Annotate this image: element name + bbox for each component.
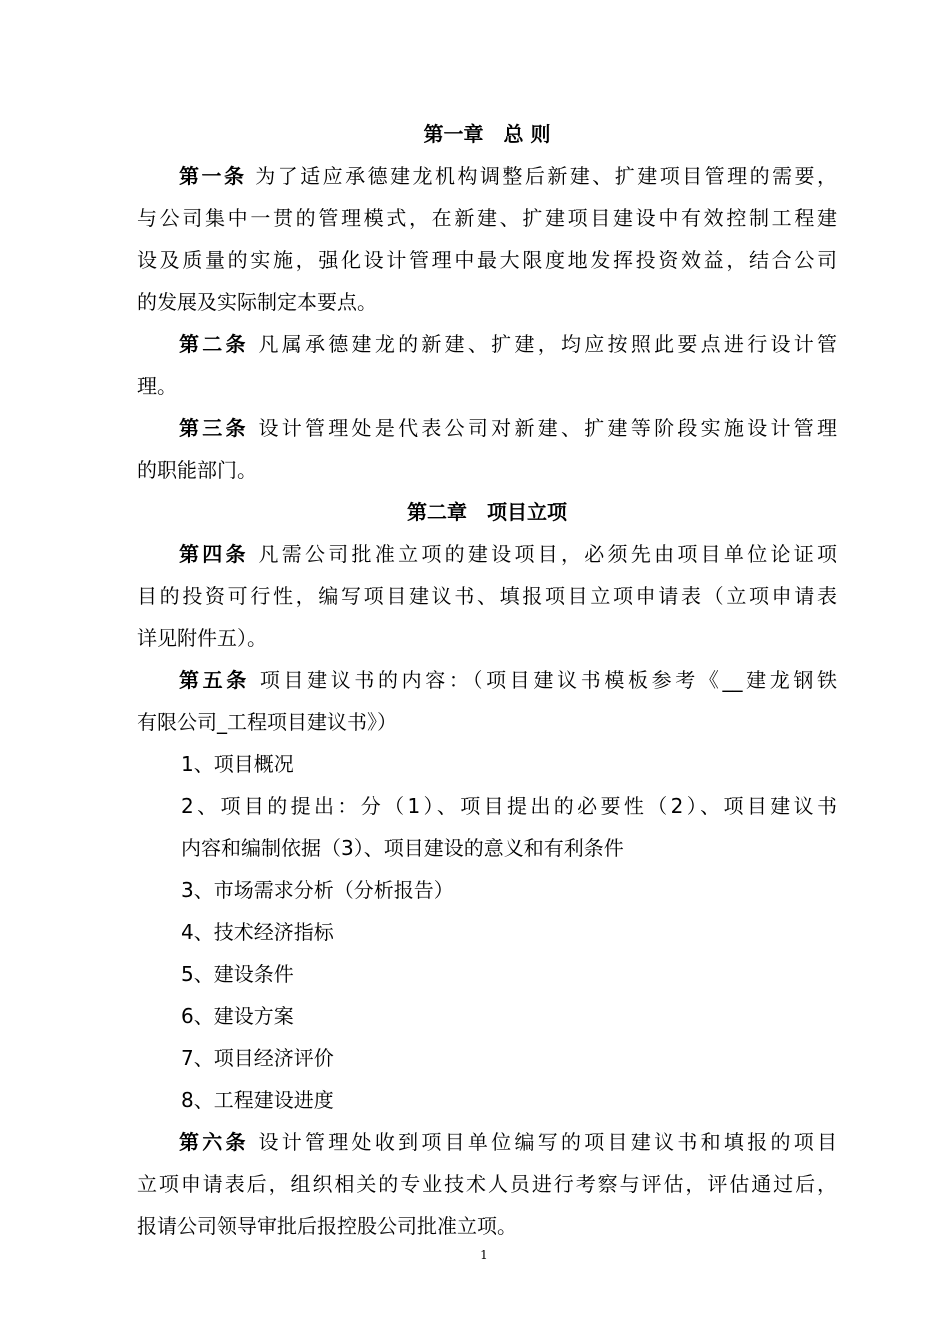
article-1-text: 设及质量的实施，强化设计管理中最大限度地发挥投资效益，结合公司 [137, 248, 837, 272]
list-item: 4、技术经济指标 [181, 920, 334, 944]
page-number: 1 [480, 1248, 488, 1262]
list-item: 3、市场需求分析（分析报告） [181, 878, 454, 902]
article-4-label: 第四条 [179, 542, 249, 566]
article-2 [137, 323, 837, 407]
article-5-label: 第五条 [179, 668, 250, 692]
document-body [137, 113, 837, 1247]
list-item: 6、建设方案 [181, 1004, 294, 1028]
article-2-label: 第二条 [179, 332, 249, 356]
article-6-text: 报请公司领导审批后报控股公司批准立项。 [137, 1214, 517, 1238]
article-5-text: 有限公司_工程项目建议书》） [137, 710, 397, 734]
article-3-text: 的职能部门。 [137, 458, 257, 482]
article-3-text: 设计管理处是代表公司对新建、扩建等阶段实施设计管理 [248, 416, 838, 440]
article-6 [137, 1121, 837, 1247]
list-item: 8、工程建设进度 [181, 1088, 334, 1112]
article-4-text: 详见附件五）。 [137, 626, 267, 650]
article-3-label: 第三条 [179, 416, 249, 440]
list-item: 内容和编制依据（3）、项目建设的意义和有利条件 [181, 836, 624, 860]
article-6-label: 第六条 [179, 1130, 249, 1154]
chapter-1-title: 第一章 总 则 [423, 122, 551, 146]
list-item: 7、项目经济评价 [181, 1046, 334, 1070]
list-item: 1、项目概况 [181, 752, 294, 776]
article-2-text: 凡属承德建龙的新建、扩建，均应按照此要点进行设计管 [248, 332, 838, 356]
article-1 [137, 155, 837, 323]
list-item: 2、项目的提出：分（1）、项目提出的必要性（2）、项目建议书 [181, 794, 837, 818]
article-6-text: 立项申请表后，组织相关的专业技术人员进行考察与评估，评估通过后， [137, 1172, 837, 1196]
chapter-2-title: 第二章 项目立项 [407, 500, 567, 524]
article-1-text: 为了适应承德建龙机构调整后新建、扩建项目管理的需要， [246, 164, 838, 188]
article-3 [137, 407, 837, 491]
article-4-text: 凡需公司批准立项的建设项目，必须先由项目单位论证项 [248, 542, 838, 566]
article-5 [137, 659, 837, 1121]
article-4 [137, 533, 837, 659]
article-1-label: 第一条 [179, 164, 247, 188]
article-4-text: 目的投资可行性，编写项目建议书、填报项目立项申请表（立项申请表 [137, 584, 837, 608]
list-item: 5、建设条件 [181, 962, 294, 986]
article-2-text: 理。 [137, 374, 177, 398]
article-6-text: 设计管理处收到项目单位编写的项目建议书和填报的项目 [248, 1130, 838, 1154]
article-1-text: 的发展及实际制定本要点。 [137, 290, 377, 314]
article-1-text: 与公司集中一贯的管理模式，在新建、扩建项目建设中有效控制工程建 [137, 206, 837, 230]
article-5-text: 项目建议书的内容：（项目建议书模板参考《__建龙钢铁 [249, 668, 837, 692]
